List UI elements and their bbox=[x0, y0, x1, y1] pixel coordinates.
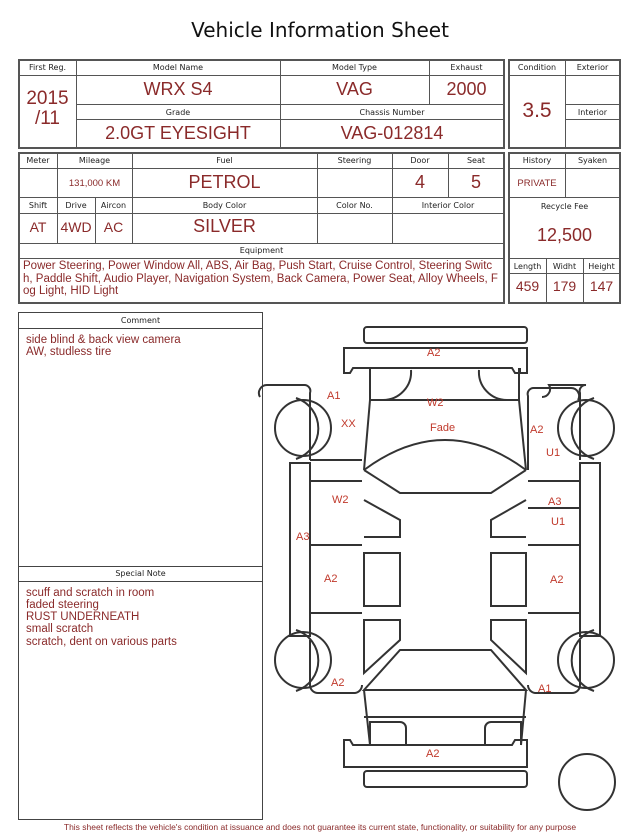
length-value: 459 bbox=[515, 278, 540, 294]
spare-tire[interactable] bbox=[559, 754, 615, 810]
damage-right-front-door-low: U1 bbox=[551, 516, 566, 528]
first-reg-month: /11 bbox=[34, 108, 60, 129]
body-color-label: Body Color bbox=[202, 201, 247, 210]
chassis-label: Chassis Number bbox=[359, 108, 425, 117]
steering-label: Steering bbox=[337, 156, 372, 165]
right-sill[interactable] bbox=[580, 463, 600, 636]
page-title: Vehicle Information Sheet bbox=[191, 18, 449, 42]
disclaimer-footer: This sheet reflects the vehicle's condition at issuance and does not guarantee its current state, functionality, or suitability for any purpose bbox=[63, 822, 577, 832]
body-color-value: SILVER bbox=[193, 216, 256, 236]
height-value: 147 bbox=[589, 278, 614, 294]
right-front-wheel[interactable] bbox=[558, 400, 614, 456]
shift-label: Shift bbox=[28, 201, 48, 210]
seat-label: Seat bbox=[466, 156, 486, 165]
recycle-fee-value: 12,500 bbox=[536, 225, 593, 245]
damage-front-bumper: A2 bbox=[427, 347, 441, 359]
rear-side-windows bbox=[364, 620, 526, 673]
damage-left-front-fender-top: A1 bbox=[327, 390, 341, 402]
condition-label: Condition bbox=[517, 63, 557, 72]
damage-windshield: W2 bbox=[427, 397, 444, 409]
left-front-wheel[interactable] bbox=[275, 400, 331, 456]
right-rear-wheel[interactable] bbox=[558, 632, 614, 688]
damage-right-rear-door: A2 bbox=[550, 574, 564, 586]
front-side-windows bbox=[364, 500, 526, 537]
aircon-value: AC bbox=[103, 219, 124, 235]
color-no-label: Color No. bbox=[336, 201, 373, 210]
height-label: Height bbox=[588, 262, 615, 271]
door-label: Door bbox=[410, 156, 430, 165]
special-note-line: scuff and scratch in room bbox=[26, 587, 155, 599]
damage-rear-bumper: A2 bbox=[426, 748, 440, 760]
mileage-label: Mileage bbox=[78, 156, 111, 165]
chassis-value: VAG-012814 bbox=[340, 123, 444, 143]
width-label: Widht bbox=[552, 262, 577, 271]
aircon-label: Aircon bbox=[100, 201, 127, 210]
model-name-value: WRX S4 bbox=[143, 79, 213, 99]
hood-edges[interactable] bbox=[364, 400, 526, 470]
damage-left-front-fender: XX bbox=[341, 418, 356, 430]
damage-left-rear-door: A2 bbox=[324, 573, 338, 585]
left-headlight bbox=[383, 370, 411, 400]
width-value: 179 bbox=[552, 278, 577, 294]
rear-bumper-lip[interactable] bbox=[364, 771, 527, 787]
equipment-label: Equipment bbox=[239, 246, 284, 255]
special-note-line: RUST UNDERNEATH bbox=[26, 611, 140, 623]
trunk[interactable] bbox=[364, 690, 526, 745]
drive-value: 4WD bbox=[60, 219, 92, 235]
model-name-label: Model Name bbox=[152, 63, 204, 72]
grille[interactable] bbox=[370, 368, 519, 400]
left-rear-wheel[interactable] bbox=[275, 632, 331, 688]
rear-window[interactable] bbox=[364, 650, 526, 690]
comment-line: AW, studless tire bbox=[26, 346, 112, 358]
damage-left-front-door: W2 bbox=[332, 494, 349, 506]
interior-label: Interior bbox=[577, 108, 608, 117]
special-note-line: faded steering bbox=[26, 599, 99, 611]
model-type-label: Model Type bbox=[332, 63, 377, 72]
taillights bbox=[370, 722, 521, 745]
special-note-line: small scratch bbox=[26, 623, 94, 635]
condition-score: 3.5 bbox=[522, 99, 552, 122]
mileage-value: 131,000 KM bbox=[68, 178, 121, 189]
right-roof-panel bbox=[491, 553, 526, 606]
length-label: Length bbox=[513, 262, 542, 271]
seat-value: 5 bbox=[470, 172, 481, 192]
syaken-label: Syaken bbox=[577, 156, 608, 165]
grade-value: 2.0GT EYESIGHT bbox=[105, 123, 251, 143]
first-reg-year: 2015 bbox=[26, 88, 69, 109]
right-headlight bbox=[479, 370, 507, 400]
equipment-text: Power Steering, Power Window All, ABS, Air Bag, Push Start, Cruise Control, Steering Switch, Paddle Shift, Audio Player, Navigation System, Back Camera, Power Seat, Alloy Wheels, Fog Light, HID Light bbox=[23, 260, 498, 297]
shift-value: AT bbox=[29, 219, 47, 235]
grade-label: Grade bbox=[165, 108, 191, 117]
history-value: PRIVATE bbox=[517, 178, 557, 189]
comment-line: side blind & back view camera bbox=[26, 334, 181, 346]
damage-hood: Fade bbox=[430, 422, 456, 434]
door-value: 4 bbox=[414, 172, 425, 192]
left-sill[interactable] bbox=[290, 463, 310, 636]
damage-left-sill: A3 bbox=[296, 531, 310, 543]
windshield-top[interactable] bbox=[364, 440, 526, 470]
comment-label: Comment bbox=[120, 316, 161, 325]
special-note-label: Special Note bbox=[115, 569, 166, 578]
damage-left-rear-fender: A2 bbox=[331, 677, 345, 689]
exhaust-value: 2000 bbox=[446, 79, 487, 99]
recycle-fee-label: Recycle Fee bbox=[540, 202, 589, 211]
model-type-value: VAG bbox=[336, 79, 373, 99]
windshield[interactable] bbox=[364, 470, 526, 493]
drive-label: Drive bbox=[65, 201, 87, 210]
exterior-label: Exterior bbox=[576, 63, 609, 72]
damage-right-front-fender-low: U1 bbox=[546, 447, 561, 459]
damage-right-front-fender: A2 bbox=[530, 424, 544, 436]
history-label: History bbox=[522, 156, 552, 165]
front-bumper-lip[interactable] bbox=[364, 327, 527, 343]
first-reg-label: First Reg. bbox=[28, 63, 67, 72]
special-note-line: scratch, dent on various parts bbox=[26, 636, 177, 648]
interior-color-label: Interior Color bbox=[421, 201, 475, 210]
fuel-label: Fuel bbox=[216, 156, 233, 165]
left-roof-panel bbox=[364, 553, 400, 606]
damage-right-rear-fender: A1 bbox=[538, 683, 552, 695]
exhaust-label: Exhaust bbox=[450, 63, 483, 72]
damage-right-front-door: A3 bbox=[548, 496, 562, 508]
meter-label: Meter bbox=[26, 156, 50, 165]
fuel-value: PETROL bbox=[188, 172, 261, 192]
